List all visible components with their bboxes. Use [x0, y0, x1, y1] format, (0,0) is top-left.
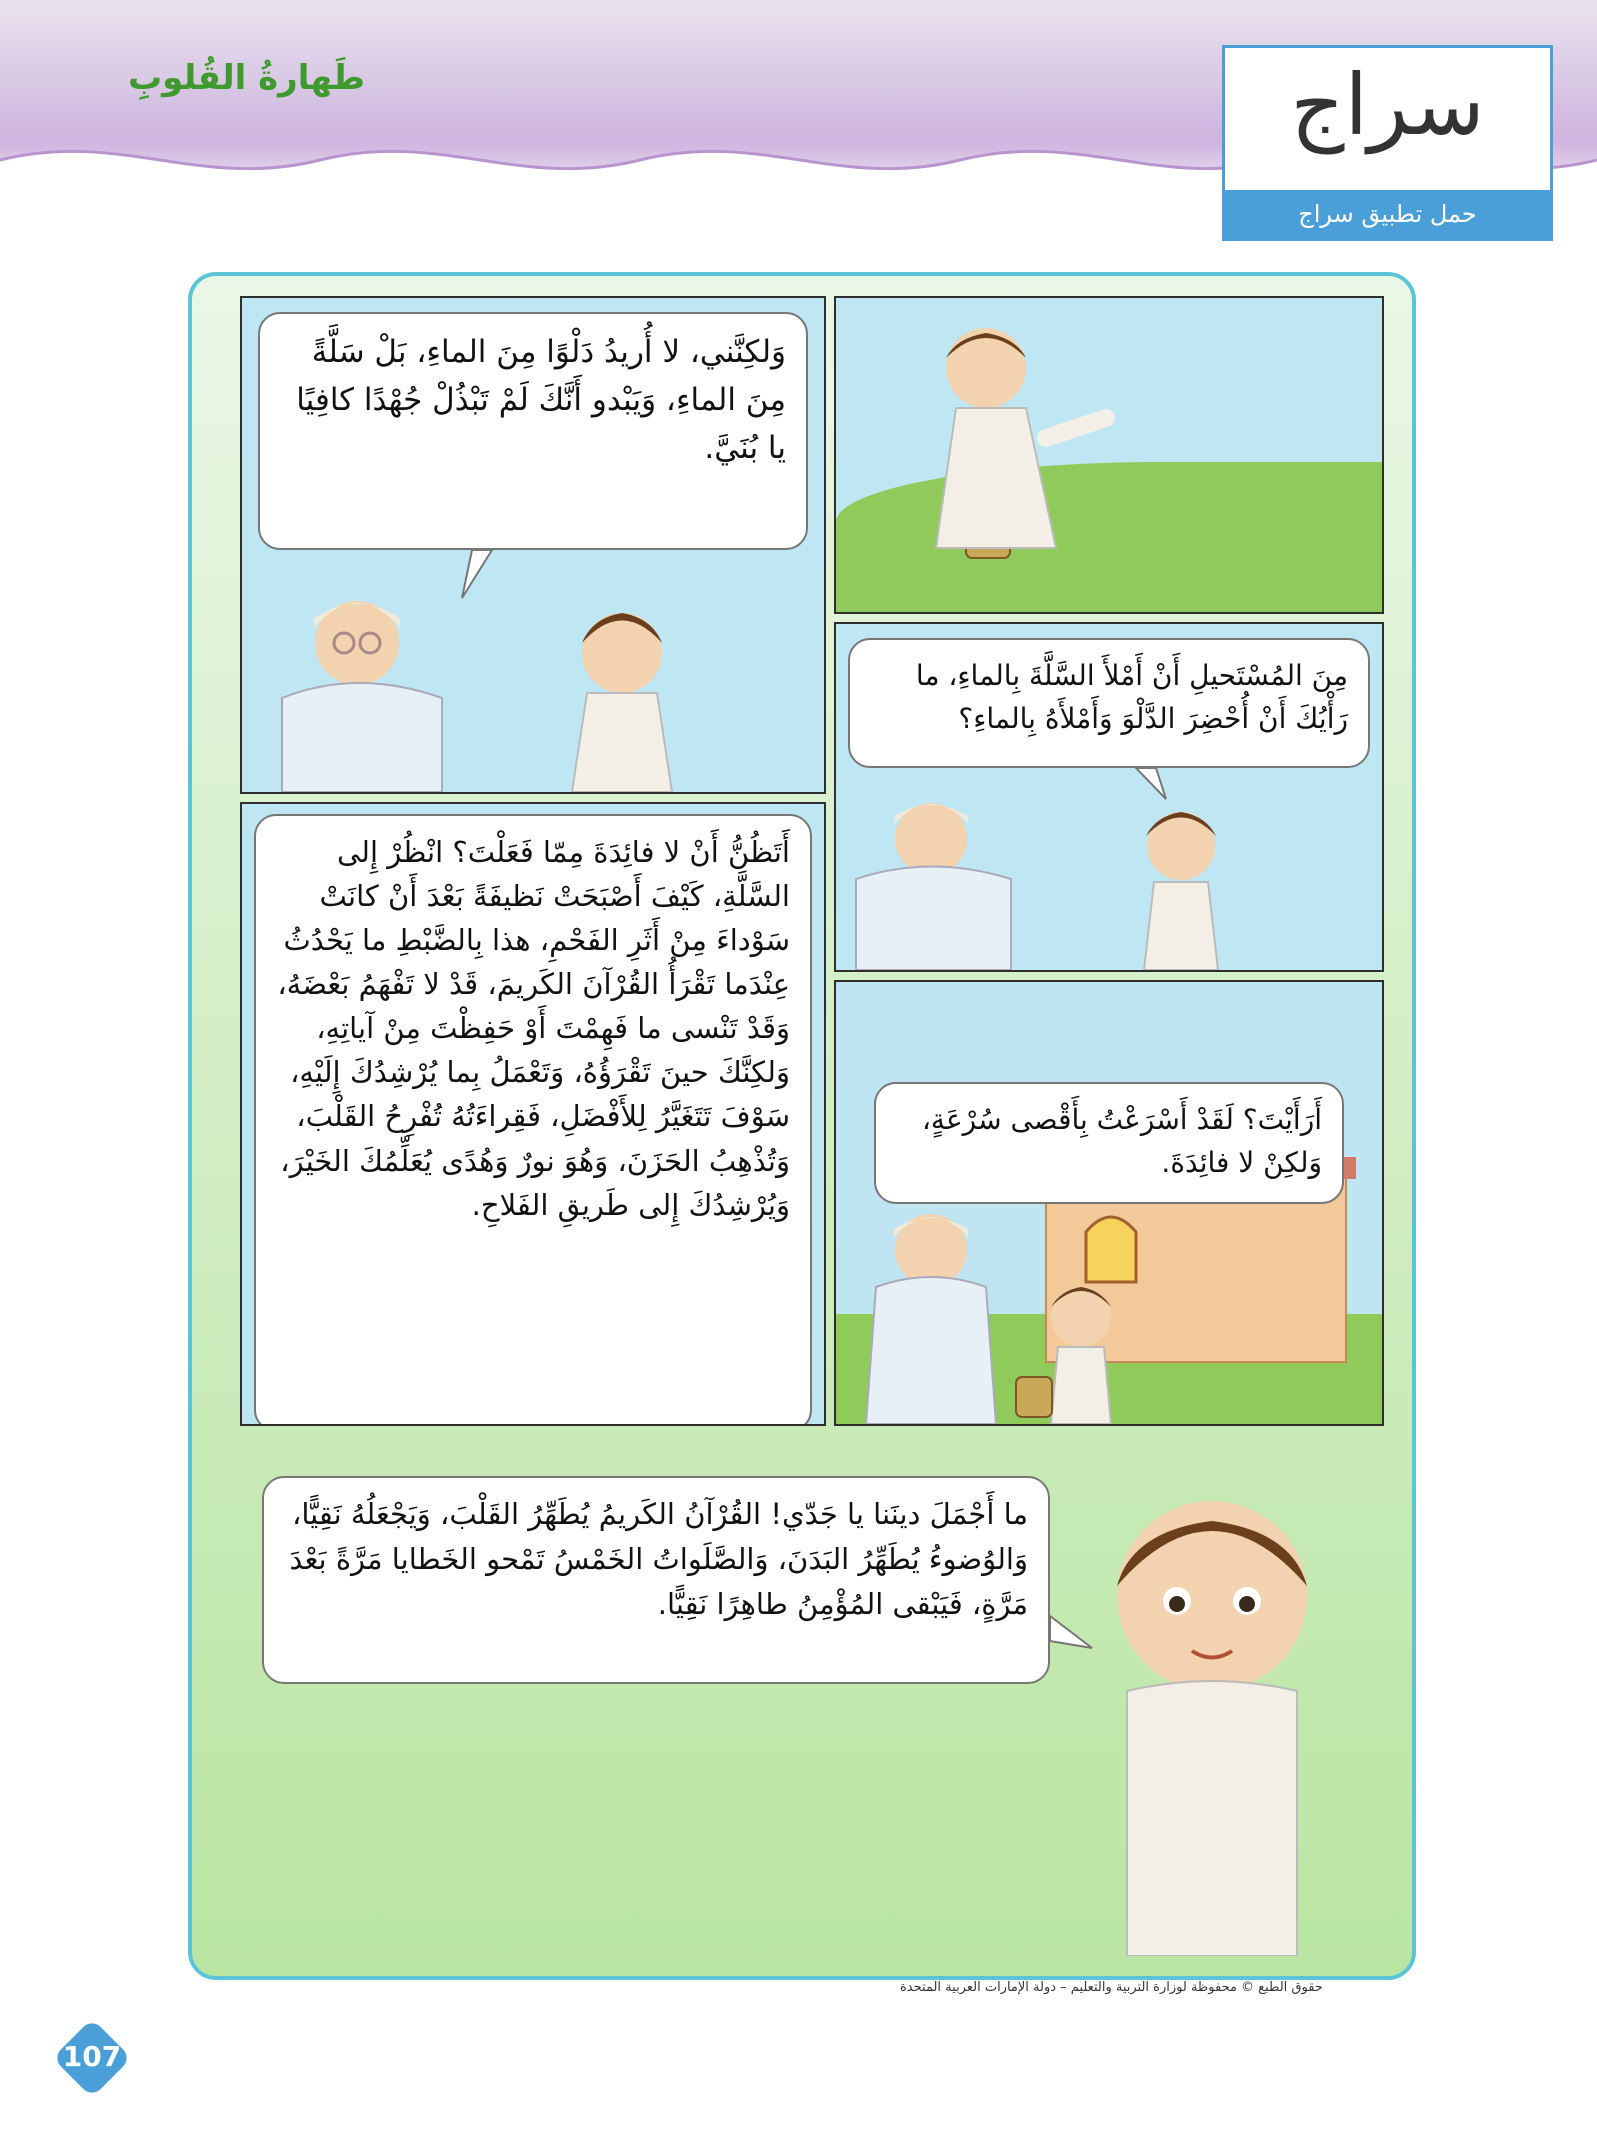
speech-bubble: مِنَ المُسْتَحيلِ أَنْ أَمْلأَ السَّلَّةَ بِالماءِ، ما رَأْيُكَ أَنْ أُحْضِرَ الدَّلْوَ وَأَمْلأَهُ بِالماءِ؟ [848, 638, 1370, 768]
running-boy-illustration [836, 298, 1382, 612]
panel-grandfather-speaks [240, 296, 826, 794]
speech-bubble: ما أَجْمَلَ دينَنا يا جَدّي! القُرْآنُ الكَريمُ يُطَهِّرُ القَلْبَ، وَيَجْعَلُهُ نَقِيًّا، وَالوُضوءُ يُطَهِّرُ البَدَنَ، وَالصَّلَواتُ الخَمْسُ تَمْحو الخَطايا مَرَّةً بَعْدَ مَرَّةٍ، فَيَبْقى المُؤْمِنُ طاهِرًا نَقِيًّا. [262, 1476, 1050, 1684]
comic-frame [188, 272, 1416, 1980]
grandfather-and-boy-illustration [242, 298, 824, 792]
logo-tagline: حمل تطبيق سراج [1225, 190, 1550, 238]
panel-boy-concludes [212, 1436, 1392, 1956]
copyright-note: حقوق الطبع © محفوظة لوزارة التربية والتعليم – دولة الإمارات العربية المتحدة [900, 1980, 1323, 1995]
speech-bubble: أَتَظُنُّ أَنْ لا فائِدَةَ مِمّا فَعَلْتَ؟ انْظُرْ إِلى السَّلَّةِ، كَيْفَ أَصْبَحَتْ نَظيفَةً بَعْدَ أَنْ كانَتْ سَوْداءَ مِنْ أَثَرِ الفَحْمِ، هذا بِالضَّبْطِ ما يَحْدُثُ عِنْدَما تَقْرَأُ القُرْآنَ الكَريمَ، قَدْ لا تَفْهَمُ بَعْضَهُ، وَقَدْ تَنْسى ما فَهِمْتَ أَوْ حَفِظْتَ مِنْ آياتِهِ، وَلكِنَّكَ حينَ تَقْرَؤُهُ، وَتَعْمَلُ بِما يُرْشِدُكَ إِلَيْهِ، سَوْفَ تَتَغَيَّرُ لِلأَفْضَلِ، فَقِراءَتُهُ تُفْرِحُ القَلْبَ، وَتُذْهِبُ الحَزَنَ، وَهُوَ نورٌ وَهُدًى يُعَلِّمُكَ الخَيْرَ، وَيُرْشِدُكَ إِلى طَريقِ الفَلاحِ. [254, 814, 812, 1426]
page-number-badge [52, 2018, 132, 2098]
speech-bubble: وَلكِنَّني، لا أُريدُ دَلْوًا مِنَ الماءِ، بَلْ سَلَّةً مِنَ الماءِ، وَيَبْدو أَنَّكَ لَمْ تَبْذُلْ جُهْدًا كافِيًا يا بُنَيَّ. [258, 312, 808, 550]
panel-boy-suggests-bucket [834, 622, 1384, 972]
panel-boy-at-mosque [834, 980, 1384, 1426]
logo-word: سراج [1290, 56, 1485, 154]
panel-boy-running [834, 296, 1384, 614]
unit-title: طَهارةُ القُلوبِ [128, 58, 365, 98]
speech-bubble: أَرَأَيْتَ؟ لَقَدْ أَسْرَعْتُ بِأَقْصى سُرْعَةٍ، وَلكِنْ لا فائِدَةَ. [874, 1082, 1344, 1204]
grandfather-and-boy-illustration [836, 624, 1382, 970]
page-number: 107 [62, 2040, 122, 2073]
siraj-logo[interactable] [1222, 45, 1553, 241]
panel-grandfather-explains [240, 802, 826, 1426]
